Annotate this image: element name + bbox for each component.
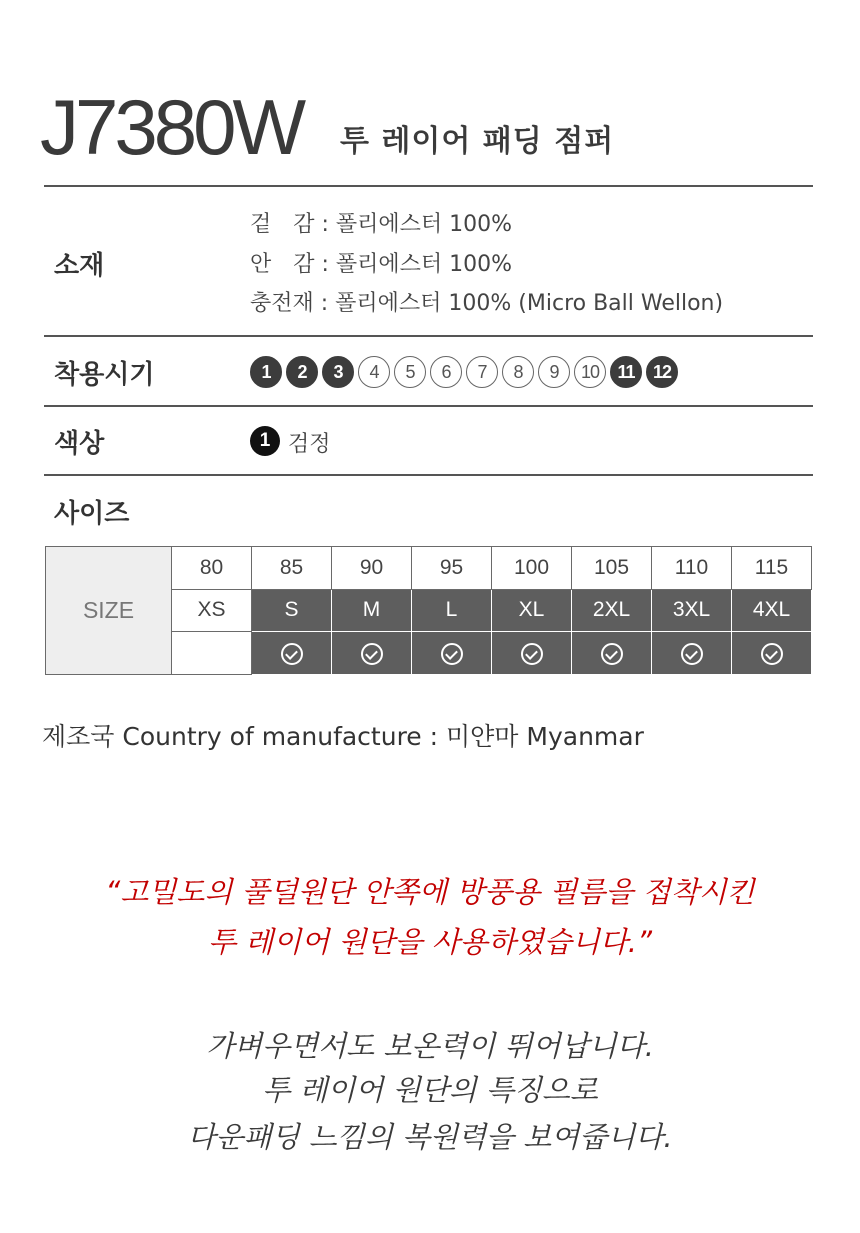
month-badge-12: 12	[646, 356, 678, 388]
size-label-cell: L	[412, 589, 492, 632]
check-circle-icon	[761, 643, 783, 665]
product-title: 투 레이어 패딩 점퍼	[340, 124, 615, 159]
size-label-cell: 2XL	[572, 589, 652, 632]
size-label-cell: 3XL	[652, 589, 732, 632]
divider	[44, 405, 813, 407]
month-badge-2: 2	[286, 356, 318, 388]
month-badge-11: 11	[610, 356, 642, 388]
size-number-cell: 100	[492, 547, 572, 590]
size-available-cell	[572, 632, 652, 675]
material-label: 소재	[54, 251, 105, 281]
check-circle-icon	[441, 643, 463, 665]
size-number-cell: 85	[252, 547, 332, 590]
check-circle-icon	[361, 643, 383, 665]
model-number: J7380W	[40, 83, 303, 171]
material-lining: 안 감 : 폴리에스터 100%	[250, 252, 513, 277]
check-circle-icon	[521, 643, 543, 665]
feature-quote-line-2: 투 레이어 원단을 사용하였습니다.”	[207, 925, 653, 959]
description-line-3: 다운패딩 느낌의 복원력을 보여줍니다.	[187, 1120, 673, 1154]
size-number-cell: 105	[572, 547, 652, 590]
size-available-cell	[412, 632, 492, 675]
material-filling: 충전재 : 폴리에스터 100% (Micro Ball Wellon)	[250, 291, 724, 316]
size-available-cell	[332, 632, 412, 675]
color-number-badge: 1	[250, 426, 280, 456]
check-circle-icon	[281, 643, 303, 665]
size-header-cell: SIZE	[46, 547, 172, 675]
month-badge-9: 9	[538, 356, 570, 388]
divider	[44, 335, 813, 337]
color-name: 검정	[288, 432, 331, 457]
description-line-2: 투 레이어 원단의 특징으로	[262, 1073, 598, 1107]
divider	[44, 185, 813, 187]
size-table	[45, 546, 812, 675]
month-badge-10: 10	[574, 356, 606, 388]
size-label-cell: XS	[172, 589, 252, 632]
size-available-cell	[492, 632, 572, 675]
size-available-cell	[732, 632, 812, 675]
check-circle-icon	[601, 643, 623, 665]
size-label-cell: S	[252, 589, 332, 632]
description-line-1: 가벼우면서도 보온력이 뛰어납니다.	[206, 1029, 654, 1063]
size-available-cell	[252, 632, 332, 675]
month-badge-7: 7	[466, 356, 498, 388]
month-badge-1: 1	[250, 356, 282, 388]
month-badge-4: 4	[358, 356, 390, 388]
size-number-cell: 95	[412, 547, 492, 590]
size-number-cell: 110	[652, 547, 732, 590]
month-badge-6: 6	[430, 356, 462, 388]
size-unavailable-cell	[172, 632, 252, 675]
month-badge-5: 5	[394, 356, 426, 388]
size-number-cell: 90	[332, 547, 412, 590]
check-circle-icon	[681, 643, 703, 665]
country-of-origin: 제조국 Country of manufacture : 미얀마 Myanmar	[42, 722, 644, 751]
color-label: 색상	[54, 429, 105, 459]
size-label: 사이즈	[54, 499, 130, 529]
size-label-cell: 4XL	[732, 589, 812, 632]
size-number-row	[46, 547, 812, 590]
month-badge-3: 3	[322, 356, 354, 388]
season-months	[250, 356, 678, 388]
month-badge-8: 8	[502, 356, 534, 388]
feature-quote-line-1: “고밀도의 풀덜원단 안쪽에 방풍용 필름을 접착시킨	[105, 875, 755, 909]
material-outer: 겉 감 : 폴리에스터 100%	[250, 212, 513, 237]
size-number-cell: 115	[732, 547, 812, 590]
size-label-cell: XL	[492, 589, 572, 632]
size-available-cell	[652, 632, 732, 675]
divider	[44, 474, 813, 476]
size-number-cell: 80	[172, 547, 252, 590]
size-label-cell: M	[332, 589, 412, 632]
season-label: 착용시기	[54, 360, 155, 390]
